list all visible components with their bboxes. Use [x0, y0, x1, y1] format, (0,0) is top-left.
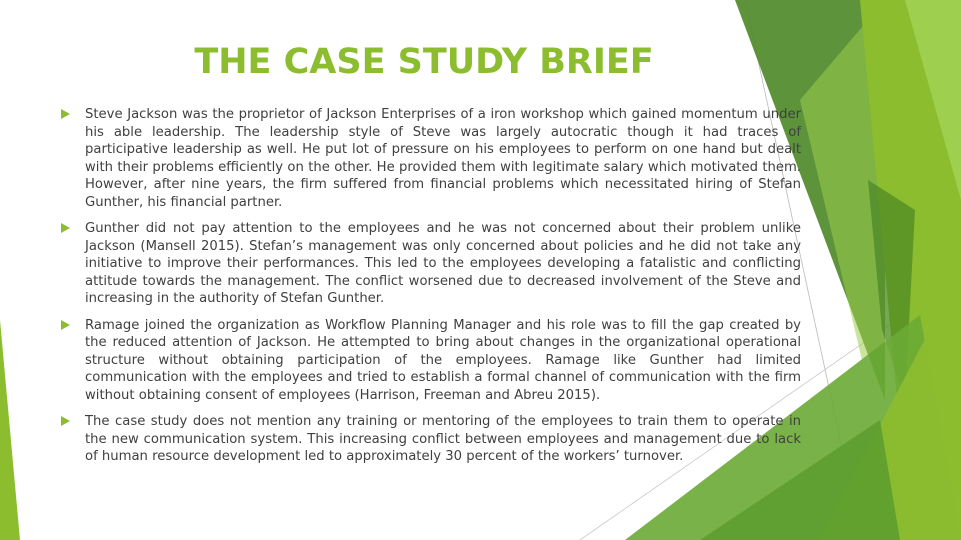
- bullet-list: [60, 106, 801, 475]
- bullet-item: [60, 106, 801, 211]
- bullet-item: [60, 220, 801, 308]
- bullet-item: [60, 413, 801, 466]
- bullet-arrow-icon: [61, 223, 70, 233]
- bullet-text: Steve Jackson was the proprietor of Jackson Enterprises of a iron workshop which gained momentum under his able leadership. The leadership style of Steve was largely autocratic though it had traces of participative leadership as well. He put lot of pressure on his employees to perform on one hand but dealt with their problems efficiently on the other. He provided them with legitimate salary which motivated them. However, after nine years, the firm suffered from financial problems which necessitated hiring of Stefan Gunther, his financial partner.: [85, 107, 801, 210]
- bullet-arrow-icon: [61, 109, 70, 119]
- bullet-text: Gunther did not pay attention to the employees and he was not concerned about their problem unlike Jackson (Mansell 2015). Stefan’s management was only concerned about policies and he did not take any initiative to improve their performances. This led to the employees developing a fatalistic and conflicting attitude towards the management. The conflict worsened due to decreased involvement of the Steve and increasing in the authority of Stefan Gunther.: [85, 221, 801, 306]
- bullet-arrow-icon: [61, 320, 70, 330]
- bullet-text: The case study does not mention any training or mentoring of the employees to train them to operate in the new communication system. This increasing conflict between employees and management due to lack of human resource development led to approximately 30 percent of the workers’ turnover.: [85, 414, 801, 464]
- bullet-arrow-icon: [61, 416, 70, 426]
- slide-title: THE CASE STUDY BRIEF: [194, 42, 654, 82]
- bullet-item: [60, 317, 801, 405]
- bullet-text: Ramage joined the organization as Workflow Planning Manager and his role was to fill the gap created by the reduced attention of Jackson. He attempted to bring about changes in the organizational operational structure without obtaining participation of the employees. Ramage like Gunther had limited communication with the employees and tried to establish a formal channel of communication with the firm without obtaining consent of employees (Harrison, Freeman and Abreu 2015).: [85, 317, 801, 403]
